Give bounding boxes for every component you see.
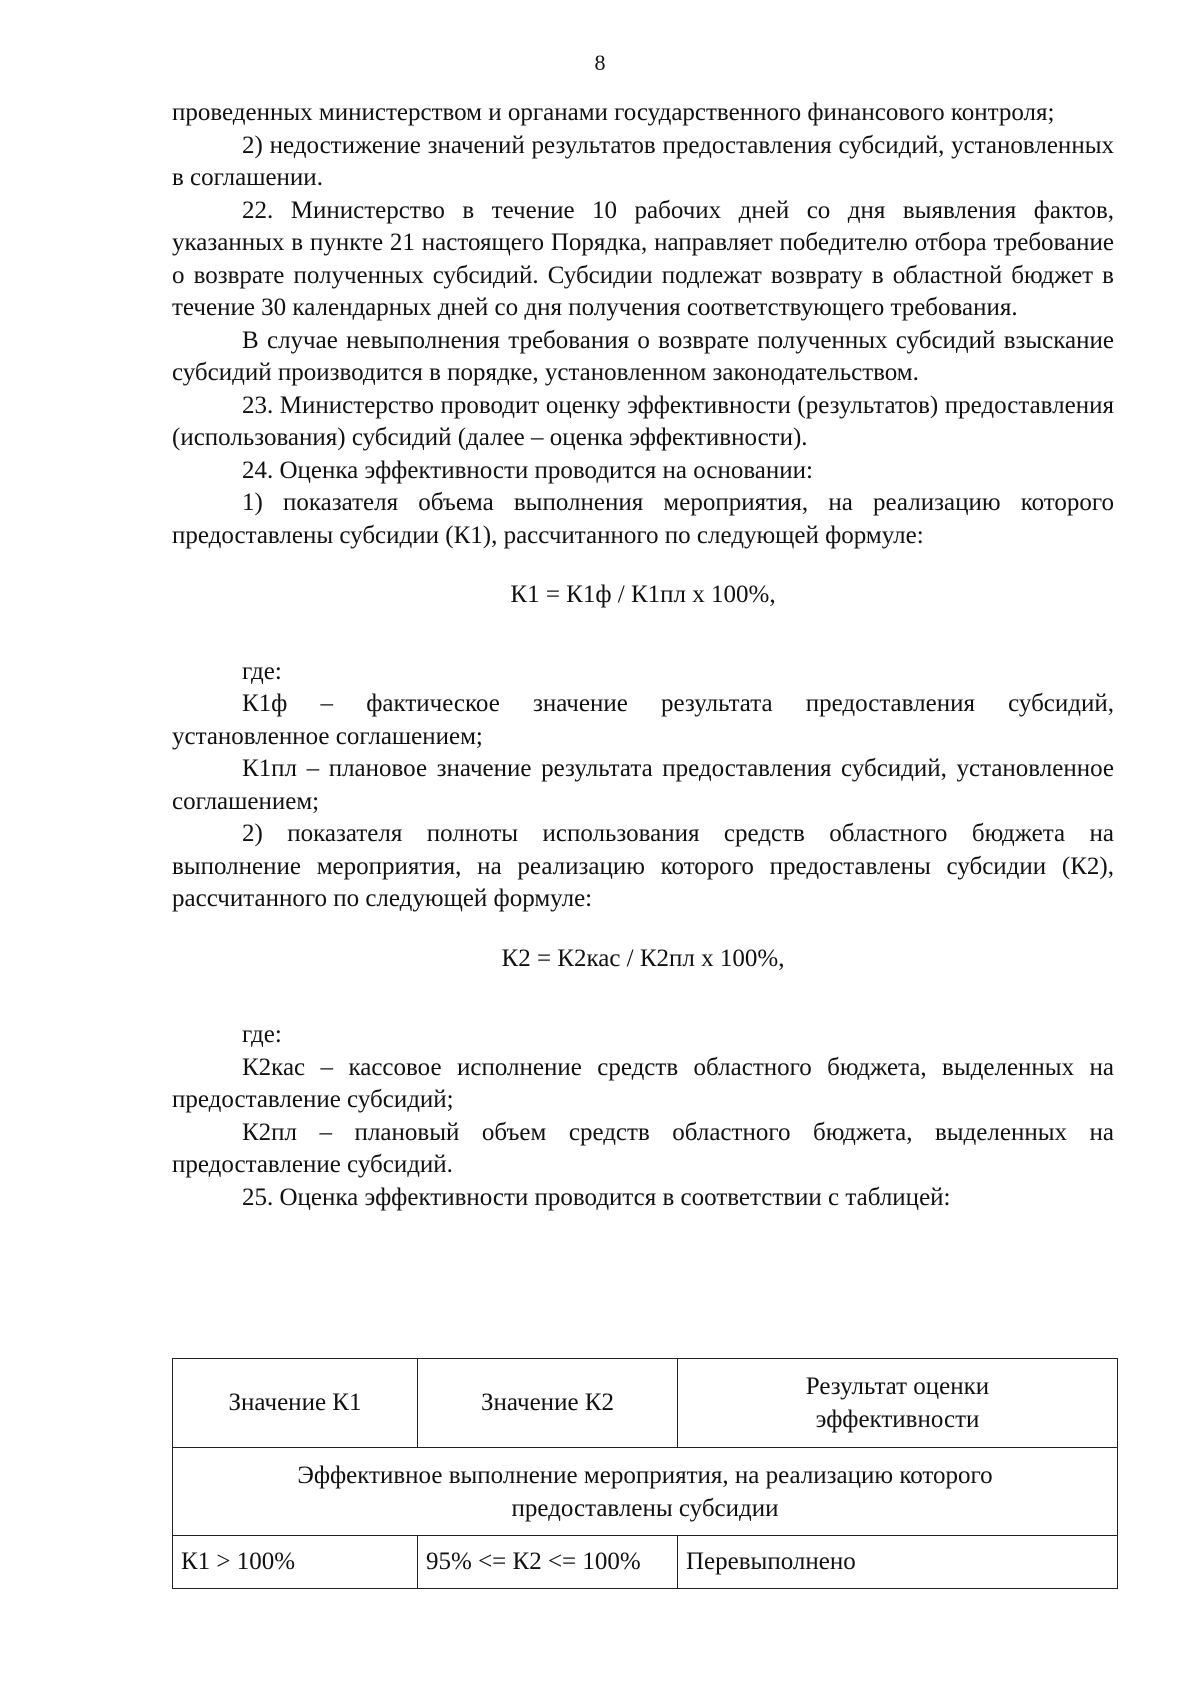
formula-k1: К1 = К1ф / К1пл х 100%, (510, 581, 776, 608)
paragraph-continuation: проведенных министерством и органами государственного финансового контроля; (172, 99, 1055, 126)
cell-k2-value: 95% <= К2 <= 100% (418, 1536, 678, 1589)
paragraph-25: 25. Оценка эффективности проводится в соответствии с таблицей: (242, 1183, 951, 1211)
paragraph-22: 22. Министерство в течение 10 рабочих дней со дня выявления фактов, указанных в пункте 21 настоящего Порядка, направляет победителю отбора требование о возврате полученных субсидий. Субсидии подлежат возврату в областной бюджет в течение 30 календарных дней со дня получения соответствующего требования. (172, 196, 1114, 321)
header-k1: Значение К1 (173, 1359, 418, 1448)
cell-result-value: Перевыполнено (678, 1536, 1118, 1589)
where-label-2: где: (242, 1021, 282, 1048)
evaluation-table (172, 1358, 1118, 1589)
paragraph-k1-indicator: 1) показателя объема выполнения мероприятия, на реализацию которого предоставлены субсидии (К1), рассчитанного по следующей формуле: (172, 489, 1114, 549)
where-label-1: где: (242, 657, 282, 685)
table-row (173, 1536, 1118, 1589)
definition-k1f: К1ф – фактическое значение результата предоставления субсидий, установленное соглашением; (172, 690, 1114, 750)
table-header-row (173, 1359, 1118, 1448)
header-result (678, 1359, 1118, 1448)
definition-k1pl: К1пл – плановое значение результата предоставления субсидий, установленное соглашением; (172, 755, 1114, 815)
table-section-row (173, 1448, 1118, 1536)
cell-k1-value: К1 > 100% (173, 1536, 418, 1589)
section-title-text: Эффективное выполнение мероприятия, на реализацию которого предоставлены субсидии (297, 1461, 993, 1522)
page-number: 8 (594, 50, 606, 75)
header-result-text: Результат оценки эффективности (805, 1373, 990, 1433)
document-body (172, 97, 1114, 1214)
section-title (173, 1448, 1118, 1536)
paragraph-23: 23. Министерство проводит оценку эффективности (результатов) предоставления (использования) субсидий (далее – оценка эффективности). (172, 391, 1114, 451)
paragraph-item-2: 2) недостижение значений результатов предоставления субсидий, установленных в соглашении. (172, 131, 1114, 191)
definition-k2kas: К2кас – кассовое исполнение средств областного бюджета, выделенных на предоставление субсидий; (172, 1053, 1114, 1113)
paragraph-k2-indicator: 2) показателя полноты использования средств областного бюджета на выполнение мероприятия, на реализацию которого предоставлены субсидии (К2), рассчитанного по следующей формуле: (172, 820, 1114, 912)
paragraph-24: 24. Оценка эффективности проводится на основании: (242, 456, 813, 484)
formula-k2: К2 = К2кас / К2пл х 100%, (501, 944, 785, 972)
definition-k2pl: К2пл – плановый объем средств областного бюджета, выделенных на предоставление субсидий. (172, 1118, 1114, 1178)
paragraph-recovery: В случае невыполнения требования о возврате полученных субсидий взыскание субсидий производится в порядке, установленном законодательством. (172, 326, 1114, 386)
header-k2: Значение К2 (418, 1359, 678, 1448)
